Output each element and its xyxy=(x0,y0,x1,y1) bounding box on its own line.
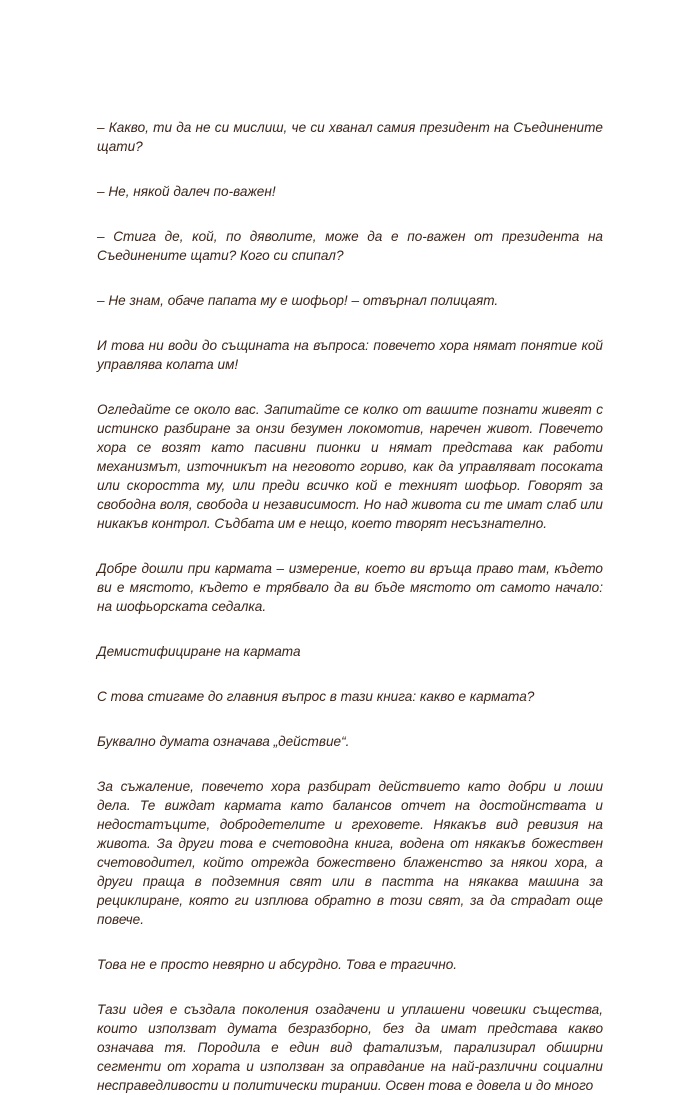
paragraph-look-around: Огледайте се около вас. Запитайте се колко от вашите познати живеят с истинско разбиране за онзи безумен локомотив, наречен живот. Повечето хора се возят като пасивни пионки и нямат представа как работи механизмът, източникът на неговото гориво, как да управляват посоката или скоростта му, или преди всичко кой е техният шофьор. Говорят за свободна воля, свобода и независимост. Но над живота си те имат слаб или никакъв контрол. Съдбата им е нещо, което творят несъзнателно. xyxy=(97,402,603,531)
dialogue-line-2: – Не, някой далеч по-важен! xyxy=(97,184,276,199)
paragraph-tragic: Това не е просто невярно и абсурдно. Това е трагично. xyxy=(97,957,458,972)
paragraph-generations: Тази идея е създала поколения озадачени и уплашени човешки същества, които използват думата безразборно, без да имат представа какво означава тя. Породила е един вид фатализъм, парализирал обширни сегменти от хората и използван за оправдание на най-различни социални несправедливости и политически тирании. Освен това е довела и до много xyxy=(97,1002,603,1093)
document-page xyxy=(97,118,603,1095)
paragraph-literal-meaning: Буквално думата означава „действие“. xyxy=(97,734,350,749)
paragraph-main-question: С това стигаме до главния въпрос в тази книга: какво е кармата? xyxy=(97,689,535,704)
dialogue-line-3: – Стига де, кой, по дяволите, може да е по-важен от президента на Съединените щати? Кого си спипал? xyxy=(97,229,603,263)
paragraph-welcome-karma: Добре дошли при кармата – измерение, което ви връща право там, където ви е мястото, където е трябвало да ви бъде мястото от самото начало: на шофьорската седалка. xyxy=(97,561,603,614)
paragraph-misunderstanding: За съжаление, повечето хора разбират действието като добри и лоши дела. Те виждат кармата като балансов отчет на достойнствата и недостатъците, добродетелите и греховете. Някакъв вид ревизия на живота. За други това е счетоводна книга, водена от някакъв божествен счетоводител, който отрежда божествено блаженство за някои хора, а други праща в подземния свят или в пастта на някаква машина за рециклиране, която ги изплюва обратно в този свят, за да страдат още повече. xyxy=(97,779,603,927)
dialogue-line-1: – Какво, ти да не си мислиш, че си хванал самия президент на Съединените щати? xyxy=(97,120,603,154)
dialogue-line-4: – Не знам, обаче папата му е шофьор! – отвърнал полицаят. xyxy=(97,293,499,308)
paragraph-question: И това ни води до същината на въпроса: повечето хора нямат понятие кой управлява колата им! xyxy=(97,338,603,372)
section-heading: Демистифициране на кармата xyxy=(97,644,301,659)
